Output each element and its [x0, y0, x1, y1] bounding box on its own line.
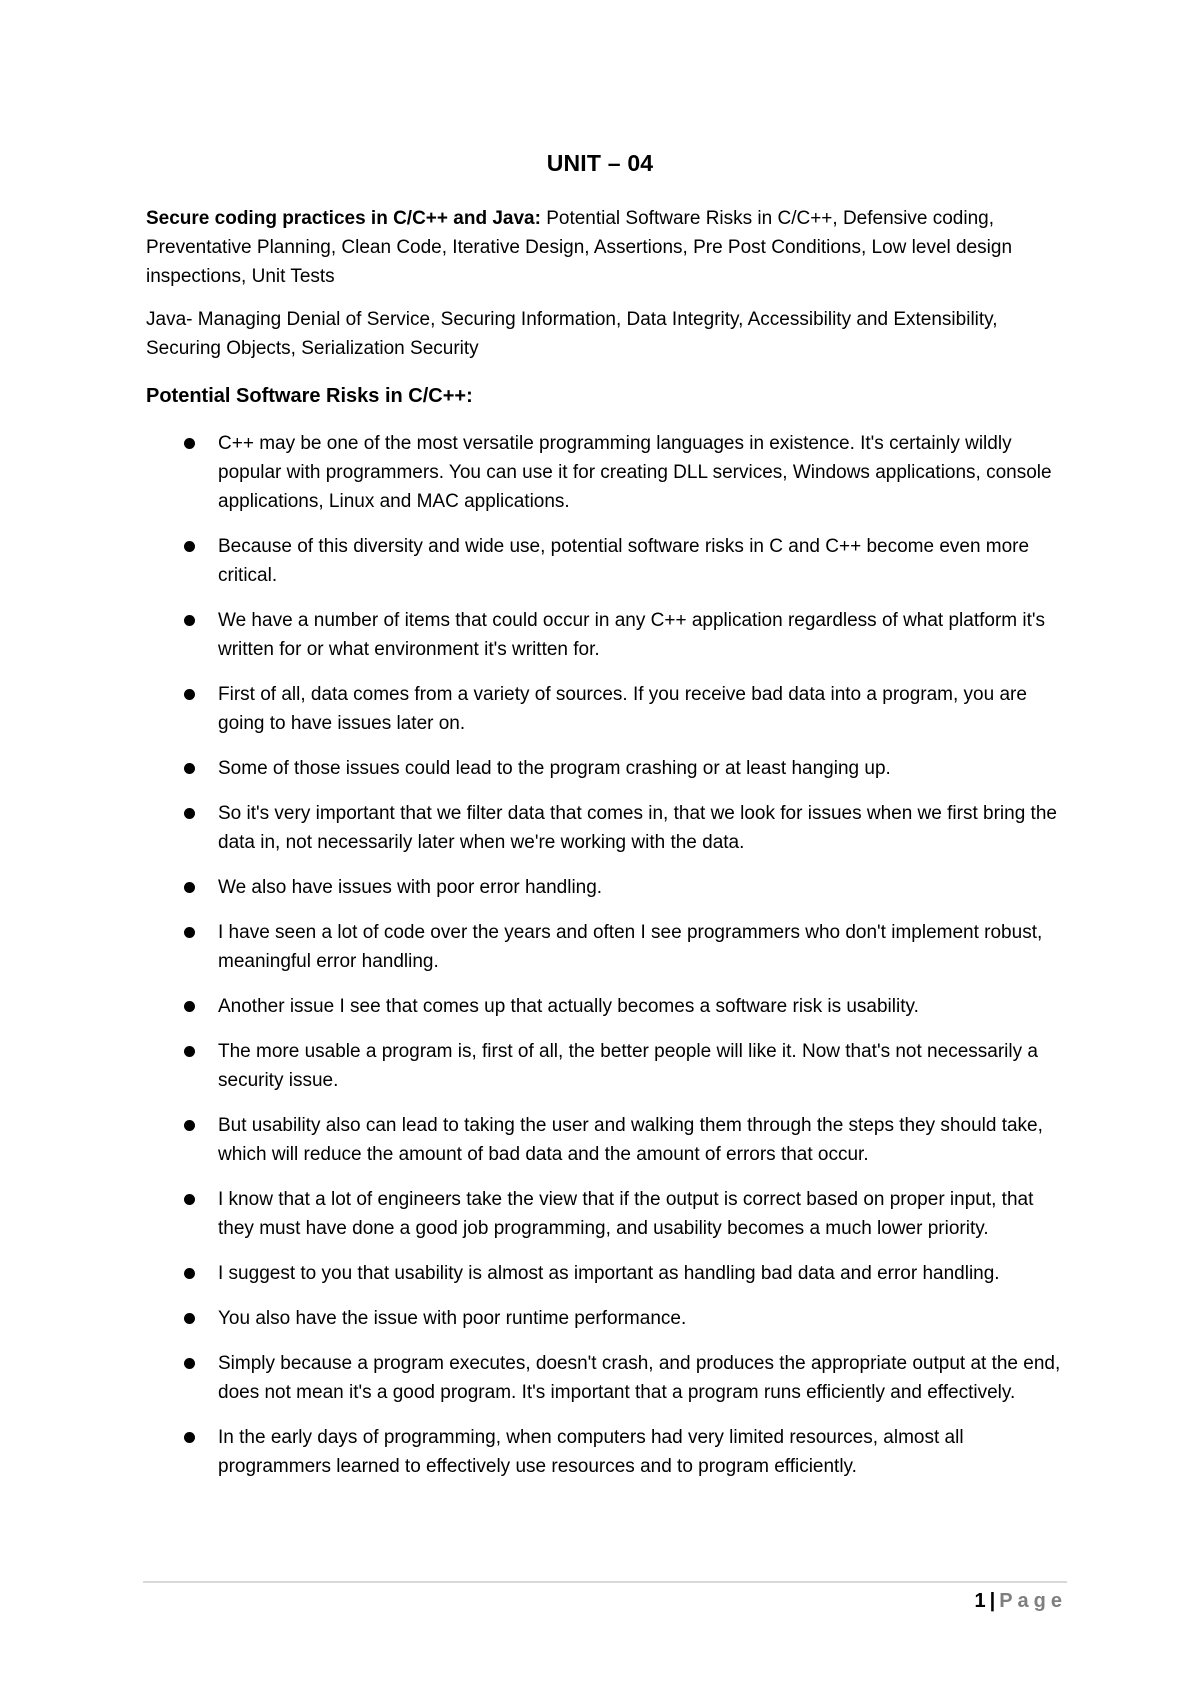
bullet-dot-icon	[184, 615, 195, 626]
list-item	[146, 680, 1066, 738]
footer-separator: |	[989, 1590, 996, 1612]
list-item	[146, 1037, 1066, 1095]
intro-lead: Secure coding practices in C/C++ and Java:	[146, 208, 541, 229]
list-item	[146, 754, 1066, 783]
list-item-text: Simply because a program executes, doesn't crash, and produces the appropriate output at the end, does not mean it's a good program. It's important that a program runs efficiently and effectively.	[218, 1353, 1061, 1403]
list-item	[146, 532, 1066, 590]
list-item-text: So it's very important that we filter data that comes in, that we look for issues when we first bring the data in, not necessarily later when we're working with the data.	[218, 803, 1057, 853]
bullet-dot-icon	[184, 438, 195, 449]
bullet-dot-icon	[184, 1432, 195, 1443]
list-item-text: First of all, data comes from a variety of sources. If you receive bad data into a program, you are going to have issues later on.	[218, 684, 1027, 734]
list-item-text: Because of this diversity and wide use, potential software risks in C and C++ become even more critical.	[218, 536, 1030, 586]
section-heading: Potential Software Risks in C/C++:	[146, 385, 473, 407]
bullet-dot-icon	[184, 808, 195, 819]
list-item-text: But usability also can lead to taking the user and walking them through the steps they should take, which will reduce the amount of bad data and the amount of errors that occur.	[218, 1115, 1043, 1165]
bullet-dot-icon	[184, 882, 195, 893]
page-footer	[974, 1590, 1067, 1613]
intro-rest: Potential Software Risks in C/C++, Defensive coding, Preventative Planning, Clean Code, Iterative Design, Assertions, Pre Post Conditions, Low level design inspections, Unit Tests	[146, 208, 1013, 287]
list-item	[146, 1259, 1066, 1288]
list-item-text: We have a number of items that could occur in any C++ application regardless of what platform it's written for or what environment it's written for.	[218, 610, 1046, 660]
bullet-dot-icon	[184, 541, 195, 552]
bullet-list	[146, 429, 1066, 1481]
bullet-dot-icon	[184, 763, 195, 774]
list-item	[146, 429, 1066, 516]
list-item-text: We also have issues with poor error handling.	[218, 877, 603, 898]
bullet-dot-icon	[184, 1046, 195, 1057]
list-item	[146, 1304, 1066, 1333]
intro-paragraph	[146, 204, 1066, 291]
bullet-dot-icon	[184, 927, 195, 938]
list-item-text: Some of those issues could lead to the program crashing or at least hanging up.	[218, 758, 891, 779]
list-item-text: C++ may be one of the most versatile programming languages in existence. It's certainly wildly popular with programmers. You can use it for creating DLL services, Windows applications, console applications, Linux and MAC applications.	[218, 433, 1052, 512]
java-topics-paragraph: Java- Managing Denial of Service, Securing Information, Data Integrity, Accessibility and Extensibility, Securing Objects, Serialization Security	[146, 309, 998, 359]
list-item	[146, 1111, 1066, 1169]
bullet-dot-icon	[184, 689, 195, 700]
list-item-text: In the early days of programming, when computers had very limited resources, almost all programmers learned to effectively use resources and to program efficiently.	[218, 1427, 964, 1477]
page-word: Page	[999, 1590, 1067, 1612]
list-item	[146, 606, 1066, 664]
bullet-dot-icon	[184, 1358, 195, 1369]
list-item	[146, 1423, 1066, 1481]
list-item-text: Another issue I see that comes up that actually becomes a software risk is usability.	[218, 996, 919, 1017]
bullet-dot-icon	[184, 1120, 195, 1131]
list-item-text: I know that a lot of engineers take the view that if the output is correct based on proper input, that they must have done a good job programming, and usability becomes a much lower priority.	[218, 1189, 1034, 1239]
bullet-dot-icon	[184, 1194, 195, 1205]
bullet-dot-icon	[184, 1001, 195, 1012]
footer-divider	[143, 1581, 1067, 1583]
list-item-text: I have seen a lot of code over the years and often I see programmers who don't implement robust, meaningful error handling.	[218, 922, 1043, 972]
list-item-text: The more usable a program is, first of all, the better people will like it. Now that's not necessarily a security issue.	[218, 1041, 1038, 1091]
bullet-dot-icon	[184, 1268, 195, 1279]
list-item	[146, 992, 1066, 1021]
bullet-dot-icon	[184, 1313, 195, 1324]
list-item	[146, 918, 1066, 976]
list-item	[146, 1349, 1066, 1407]
unit-title: UNIT – 04	[546, 150, 654, 176]
list-item-text: I suggest to you that usability is almost as important as handling bad data and error handling.	[218, 1263, 1000, 1284]
page-number: 1	[974, 1590, 986, 1612]
document-content	[146, 204, 1066, 1497]
list-item-text: You also have the issue with poor runtime performance.	[218, 1308, 687, 1329]
list-item	[146, 873, 1066, 902]
list-item	[146, 1185, 1066, 1243]
list-item	[146, 799, 1066, 857]
